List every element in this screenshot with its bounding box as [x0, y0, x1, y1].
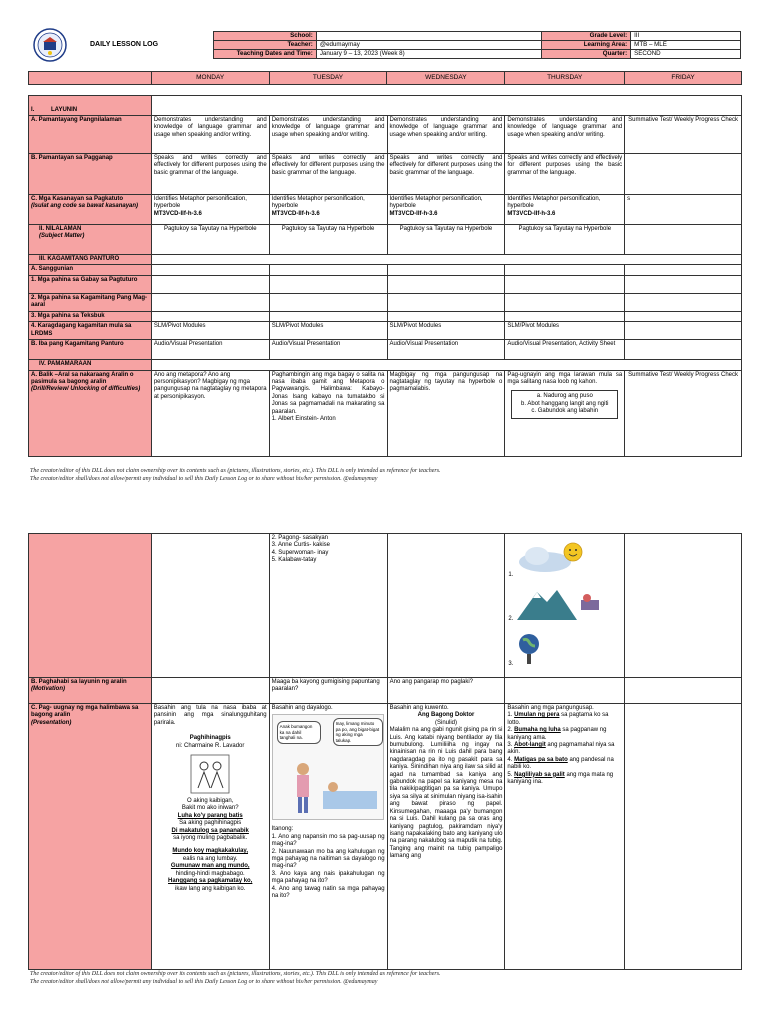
tue-balik: [269, 370, 387, 456]
question-3: 3. Ano kaya ang nais ipakahulugan ng mga pahayag na ito?: [271, 870, 385, 885]
thu-kagamitang-mag: [505, 293, 625, 311]
mon-teksbuk: [151, 311, 269, 321]
row-pamamaraan: IV. PAMAMARAAN: [29, 360, 152, 370]
dialogue-illustration: [272, 714, 384, 820]
footer2-line2: The creator/editor shall/does not allow/permit any individual to sell this Daily Lesson Log or to share without his/her permission. @edumaymay: [30, 979, 378, 985]
thu-paghahabi: [505, 678, 625, 704]
school-seal: [33, 28, 67, 62]
fri-kasanayan: s: [625, 195, 742, 225]
kasanayan-label: C. Mga Kasanayan sa Pagkatuto: [31, 196, 124, 202]
tue-gabay: [269, 275, 387, 293]
fri-balik-cont: [625, 534, 742, 678]
grade-label: Grade Level:: [542, 32, 631, 41]
mon-pres-intro: Basahin ang tula na nasa ibaba at pansinin ang mga sinalungguhitang parirala.: [153, 705, 267, 726]
quarter-label: Quarter:: [542, 50, 631, 59]
thu-sentence-5: [507, 772, 622, 787]
poem-line-6: sa iyong muling pagbabalik.: [173, 835, 248, 842]
thu-sentence-2: [507, 727, 622, 742]
days-corner: [29, 72, 152, 85]
question-4: 4. Ano ang tawag natin sa mga pahayag na ito?: [271, 885, 385, 900]
header-table: [213, 31, 741, 59]
fri-lrdms: [625, 322, 742, 340]
tue-item-5: 5. Kalabaw-tatay: [271, 557, 317, 564]
row-iba-pang: B. Iba pang Kagamitang Panturo: [29, 340, 152, 360]
answer-box: [511, 390, 618, 418]
question-2: 2. Nauunawaan mo ba ang kahulugan ng mga pahayag na naitiman sa dayalogo ng mag-ina?: [271, 848, 385, 870]
mon-balik-cont: [151, 534, 269, 678]
row-pagganap: B. Pamantayan sa Pagganap: [29, 154, 152, 195]
mon-gabay: [151, 275, 269, 293]
tue-kasanayan-code: MT3VCD-IIf-h-3.6: [271, 210, 320, 217]
row-layunin: [29, 96, 152, 116]
mon-kasanayan-text: Identifies Metaphor personification, hyperbole: [153, 196, 247, 210]
row-sanggunian: A. Sanggunian: [29, 265, 152, 275]
fri-pangnilalaman: Summative Test/ Weekly Progress Check: [625, 116, 742, 154]
thu-pres-intro: Basahin ang mga pangungusap.: [507, 705, 594, 711]
poem-line-9: Gumunaw man ang mundo,: [170, 863, 250, 870]
tue-balik-cont: [269, 534, 387, 678]
tue-item-3: 3. Anne Curtis- kakise: [271, 542, 330, 549]
paghahabi-label: B. Paghahabi sa layunin ng aralin: [31, 679, 127, 685]
dates-label: Teaching Dates and Time:: [214, 50, 317, 59]
mon-kasanayan: [151, 195, 269, 225]
wed-paghahabi: Ano ang pangarap mo paglaki?: [387, 678, 505, 704]
lesson-table-page1: [28, 95, 742, 457]
wed-balik-cont: [387, 534, 505, 678]
thu-phrase-2: Bumaha ng luha: [514, 727, 561, 734]
wed-pres-intro: Basahin ang kuwento.: [389, 705, 449, 711]
thu-sentence-4: [507, 757, 622, 772]
tue-pangnilalaman: Demonstrates understanding and knowledge of language grammar and usage when speaking and/or writing.: [269, 116, 387, 154]
fri-paghahabi: [625, 678, 742, 704]
mon-av: Audio/Visual Presentation: [151, 340, 269, 360]
mon-pagganap: Speaks and writes correctly and effectively for different purposes using the basic grammar of the language.: [151, 154, 269, 195]
thu-rest-5: ang mga mata ng kaniyang ina.: [507, 771, 614, 786]
teacher-value: @edumaymay: [316, 41, 542, 50]
tue-balik-item-1: 1. Albert Einstein- Anton: [271, 416, 336, 423]
wed-pagganap: Speaks and writes correctly and effectively for different purposes using the basic grammar of the language.: [387, 154, 505, 195]
thu-kasanayan: [505, 195, 625, 225]
footer-page1: [30, 467, 742, 483]
tue-balik-text: Paghambingin ang mga bagay o salita na nasa ibaba gamit ang Metapora o Pagwawangis. Halimbawa: Kabayo- Jonas Isang kabayo na tumatakbo si Jonas sa pagmamadali na makarating sa paaralan.: [271, 371, 385, 415]
thu-av: Audio/Visual Presentation, Activity Sheet: [505, 340, 625, 360]
paghahabi-note: (Motivation): [31, 686, 65, 693]
thu-sanggunian: [505, 265, 625, 275]
pag-uugnay-label: C. Pag- uugnay ng mga halimbawa sa bagong aralin: [31, 705, 139, 719]
balik-note: (Drill/Review/ Unlocking of difficulties): [31, 386, 141, 393]
tue-nilalaman: Pagtukoy sa Tayutay na Hyperbole: [269, 225, 387, 255]
poem-title: Paghihinagpis: [189, 735, 231, 742]
row-kagamitang-mag: 2. Mga pahina sa Kagamitang Pang Mag-aaral: [29, 293, 152, 311]
day-friday: FRIDAY: [625, 72, 742, 85]
tue-kagamitang-mag: [269, 293, 387, 311]
box-item-a: a. Nadurog ang puso: [536, 393, 593, 400]
thu-num-3: 3.: [507, 742, 515, 749]
thu-phrase-4: Matigas pa sa bato: [514, 756, 568, 763]
tue-kasanayan-text: Identifies Metaphor personification, hyperbole: [271, 196, 365, 210]
thu-rest-1: sa pagtama ko sa lotto.: [507, 712, 609, 726]
poem-line-1: O aking kaibigan,: [187, 798, 234, 805]
nilalaman-label: II. NILALAMAN: [39, 226, 82, 232]
thu-lrdms: SLM/Pivot Modules: [505, 322, 625, 340]
tue-pres-intro: Basahin ang dayalogo.: [271, 705, 333, 711]
footer-line2: The creator/editor shall/does not allow/permit any individual to sell this Daily Lesson Log or to share without his/her permission. @edumaymay: [30, 476, 378, 482]
day-thursday: THURSDAY: [505, 72, 625, 85]
thu-rest-4: ang pandesal na nabili ko.: [507, 756, 614, 771]
thu-num-2: 2.: [507, 727, 515, 734]
mon-lrdms: SLM/Pivot Modules: [151, 322, 269, 340]
balik-label: A. Balik –Aral sa nakaraang Aralin o pasimula sa bagong aralin: [31, 371, 134, 386]
wed-presentation: [387, 704, 505, 970]
thu-rest-2: sa pagpanaw ng kaniyang ama.: [507, 727, 607, 741]
day-wednesday: WEDNESDAY: [387, 72, 505, 85]
mon-pangnilalaman: Demonstrates understanding and knowledge of language grammar and usage when speaking and/or writing.: [151, 116, 269, 154]
teacher-label: Teacher:: [214, 41, 317, 50]
thu-kasanayan-text: Identifies Metaphor personification, hyperbole: [507, 196, 601, 210]
fri-nilalaman: [625, 225, 742, 255]
area-label: Learning Area:: [542, 41, 631, 50]
wed-kasanayan-text: Identifies Metaphor personification, hyperbole: [389, 196, 483, 210]
row-nilalaman: [29, 225, 152, 255]
row-kasanayan: [29, 195, 152, 225]
globe-icon: [515, 632, 545, 666]
poem-line-2: Bakit mo ako iniwan?: [181, 805, 239, 812]
days-bar: [28, 71, 742, 85]
fri-balik: Summative Test/ Weekly Progress Check: [625, 370, 742, 456]
fri-gabay: [625, 275, 742, 293]
poem-line-5: Di makatulog sa pananabik: [171, 827, 249, 834]
pic-num-3: 3.: [508, 661, 514, 667]
tue-paghahabi: Maaga ba kayong gumigising papuntang paaralan?: [269, 678, 387, 704]
thu-num-4: 4.: [507, 756, 515, 763]
pamamaraan-empty: [151, 360, 741, 370]
tue-lrdms: SLM/Pivot Modules: [269, 322, 387, 340]
mon-presentation: [151, 704, 269, 970]
story-text: Malalim na ang gabi ngunit gising pa rin si Luis. Ang katabi niyang bentilador ay tila bumubulong. Lumiliiiha ng ingay na kinainisan na rin ni Luis dahil para bang nagdaragdag pa ito ng pasakit para sa kaniya. Sinindihan niya ang ilaw sa silid at agad na tumambad sa kaniya ang gabundok na papel sa kaniyang mesa na tila nakikipagtitigan pa sa kaniya. Umupo siya sa silya at sinimulan niyang isa-isahin ang bawat piraso ng papel. Kinsumegahan, maaaga pa'y bumangon na si Luis. Dahil kulang pa sa oras ang kaniyang pagtulog, pakiramdam niya'y isang napakalaking bato ang kaniyang ulo na parang nakalubog sa maputik na tubig. Tanging ang mainit na tubig pampaligo lamang ang: [389, 727, 503, 860]
day-monday: MONDAY: [151, 72, 269, 85]
thu-teksbuk: [505, 311, 625, 321]
thu-phrase-1: Umulan ng pera: [514, 712, 560, 719]
mon-sanggunian: [151, 265, 269, 275]
box-item-b: b. Abot hanggang langit ang ngiti: [521, 400, 609, 407]
wed-kasanayan-code: MT3VCD-IIf-h-3.6: [389, 210, 438, 217]
wed-kagamitang-mag: [387, 293, 505, 311]
wed-pangnilalaman: Demonstrates understanding and knowledge of language grammar and usage when speaking and/or writing.: [387, 116, 505, 154]
story-subtitle: (Sinulid): [435, 719, 458, 726]
layunin-empty: [151, 96, 741, 116]
mon-paghahabi: [151, 678, 269, 704]
mon-kasanayan-code: MT3VCD-IIf-h-3.6: [153, 210, 202, 217]
footer-page2: [30, 970, 742, 986]
tue-av: Audio/Visual Presentation: [269, 340, 387, 360]
tue-sanggunian: [269, 265, 387, 275]
thu-balik: [505, 370, 625, 456]
wed-av: Audio/Visual Presentation: [387, 340, 505, 360]
thu-nilalaman: Pagtukoy sa Tayutay na Hyperbole: [505, 225, 625, 255]
friends-illustration: [190, 754, 230, 794]
thu-sentence-1: [507, 712, 622, 727]
kagamitang-empty: [151, 255, 741, 265]
thu-pagganap: Speaks and writes correctly and effectively for different purposes using the basic grammar of the language.: [505, 154, 625, 195]
pic-num-1: 1.: [508, 572, 514, 578]
row-gabay: 1. Mga pahina sa Gabay sa Pagtuturo: [29, 275, 152, 293]
thu-balik-text: Pag-ugnayin ang mga larawan mula sa mga salitang nasa loob ng kahon.: [507, 371, 623, 386]
tue-pagganap: Speaks and writes correctly and effectively for different purposes using the basic grammar of the language.: [269, 154, 387, 195]
row-pangnilalaman: A. Pamantayang Pangnilalaman: [29, 116, 152, 154]
fri-teksbuk: [625, 311, 742, 321]
row-kagamitang: III. KAGAMITANG PANTURO: [29, 255, 152, 265]
pag-uugnay-note: (Presentation): [31, 719, 72, 726]
tue-item-4: 4. Superwoman- inay: [271, 549, 329, 556]
thu-pangnilalaman: Demonstrates understanding and knowledge of language grammar and usage when speaking and/or writing.: [505, 116, 625, 154]
fri-av: [625, 340, 742, 360]
row-balik: [29, 370, 152, 456]
wed-nilalaman: Pagtukoy sa Tayutay na Hyperbole: [387, 225, 505, 255]
mon-balik: Ano ang metapora? Ano ang personipikasyon? Magbigay ng mga pangungusap na nagtataglay ng metapora at personipikasyon.: [151, 370, 269, 456]
footer-line1: The creator/editor of this DLL does not claim ownership over its contents such as (pictures, illustrations, stories, etc.). This DLL is only intended as reference for teachers.: [30, 468, 441, 474]
thu-balik-cont: [505, 534, 625, 678]
poem-line-4: Sa aking paghihinagpis: [179, 820, 242, 827]
poem-line-11: Hanggang sa pagkamatay ko,: [168, 878, 253, 885]
school-value: [316, 32, 542, 41]
thu-kasanayan-code: MT3VCD-IIf-h-3.6: [507, 210, 556, 217]
wed-balik: Magbigay ng mga pangungusap na nagtataglay ng tayutay na hyperbole o pagmamalabis.: [387, 370, 505, 456]
wed-kasanayan: [387, 195, 505, 225]
speech-bubble-mother: Anak bumangon ka na dahil tanghali na.: [277, 721, 321, 743]
question-1: 1. Ano ang napansin mo sa pag-uusap ng mag-ina?: [271, 833, 385, 848]
row-teksbuk: 3. Mga pahina sa Teksbuk: [29, 311, 152, 321]
fri-pagganap: [625, 154, 742, 195]
row-karagdagang: 4. Karagdagang kagamitan mula sa LRDMS: [29, 322, 152, 340]
tue-presentation: [269, 704, 387, 970]
layunin-label: I. LAYUNIN: [31, 106, 78, 113]
tue-kasanayan: [269, 195, 387, 225]
poem-line-10: hinding-hindi magbabago.: [175, 870, 245, 877]
footer2-line1: The creator/editor of this DLL does not claim ownership over its contents such as (pictures, illustrations, stories, etc.). This DLL is only intended as reference for teachers.: [30, 971, 441, 977]
day-tuesday: TUESDAY: [269, 72, 387, 85]
speech-bubble-child: Inay, limang minuto pa po, ang bigat-bigat ng aking mga talukap.: [333, 718, 383, 746]
wed-gabay: [387, 275, 505, 293]
tanong-label: Itanong:: [271, 826, 294, 833]
thu-rest-3: ang pagmamahal niya sa akin.: [507, 742, 615, 756]
lesson-table-page2: [28, 533, 742, 970]
poem-line-12: ikaw lang ang kaibigan ko.: [175, 885, 246, 892]
mon-kagamitang-mag: [151, 293, 269, 311]
thu-phrase-5: Nagliliyab sa galit: [514, 771, 565, 778]
school-label: School:: [214, 32, 317, 41]
thu-gabay: [505, 275, 625, 293]
cloud-smile-icon: [515, 536, 595, 576]
tue-teksbuk: [269, 311, 387, 321]
row-paghahabi: [29, 678, 152, 704]
doc-title: DAILY LESSON LOG: [90, 41, 159, 48]
row-pag-uugnay: [29, 704, 152, 970]
balik-continued: [29, 534, 152, 678]
thu-num-1: 1.: [507, 712, 515, 719]
wed-teksbuk: [387, 311, 505, 321]
area-value: MTB – MLE: [631, 41, 741, 50]
kasanayan-note: (Isulat ang code sa bawat kasanayan): [31, 203, 139, 210]
grade-value: III: [631, 32, 741, 41]
thu-phrase-3: Abot-langit: [514, 742, 546, 749]
mon-nilalaman: Pagtukoy sa Tayutay na Hyperbole: [151, 225, 269, 255]
wed-sanggunian: [387, 265, 505, 275]
thu-presentation: [505, 704, 625, 970]
box-item-c: c. Gabundok ang labahin: [531, 408, 599, 415]
fri-kagamitang-mag: [625, 293, 742, 311]
poem-line-3: Luha ko'y parang batis: [177, 812, 243, 819]
mountain-icon: [515, 586, 605, 622]
school-seal-icon: [33, 28, 67, 62]
thu-sentence-3: [507, 742, 622, 757]
poem-author: ni: Charmaine R. Lavador: [176, 742, 245, 749]
thu-num-5: 5.: [507, 771, 515, 778]
tue-item-2: 2. Pagong- sasakyan: [271, 535, 328, 541]
story-title: Ang Bagong Doktor: [417, 712, 475, 719]
poem-line-8: ealis na ang lumbay.: [182, 855, 238, 862]
poem-line-7: Mundo koy magkakakulay,: [172, 848, 248, 855]
quarter-value: SECOND: [631, 50, 741, 59]
wed-lrdms: SLM/Pivot Modules: [387, 322, 505, 340]
dates-value: January 9 – 13, 2023 (Week 8): [316, 50, 542, 59]
pic-num-2: 2.: [508, 616, 514, 622]
fri-presentation: [625, 704, 742, 970]
mother-child-icon: [273, 757, 381, 817]
fri-sanggunian: [625, 265, 742, 275]
nilalaman-note: (Subject Matter): [39, 233, 85, 240]
